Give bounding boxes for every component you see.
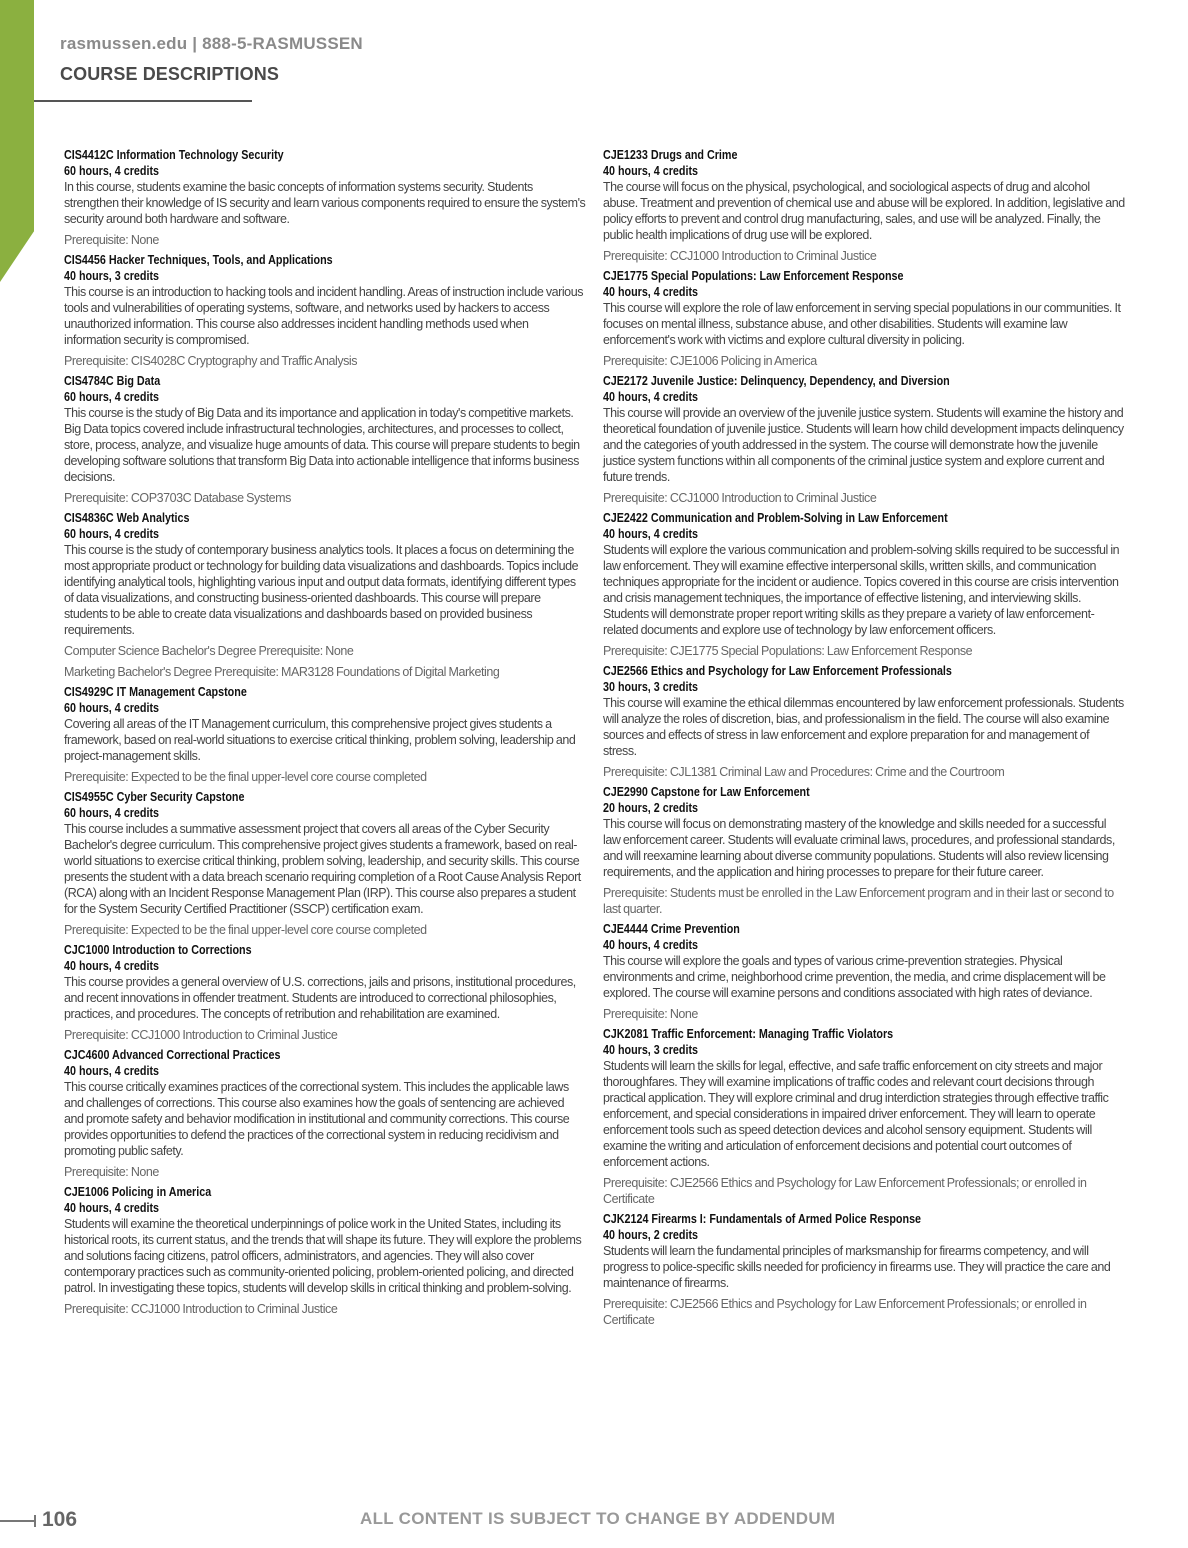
footer-tick	[34, 1515, 36, 1527]
course-prerequisite: Prerequisite: COP3703C Database Systems	[64, 491, 291, 505]
course-title: CJE2422 Communication and Problem-Solving in Law Enforcement	[603, 511, 948, 525]
course-hours: 40 hours, 4 credits	[64, 1201, 160, 1215]
course-description: In this course, students examine the basic concepts of information systems security. Students strengthen their knowledge of IS security and learn various components required to ensure the system's security around both hardware and software.	[64, 180, 586, 226]
course-hours: 60 hours, 4 credits	[64, 390, 160, 404]
course-description: This course will explore the role of law enforcement in serving special populations in our communities. It focuses on mental illness, substance abuse, and other disabilities. Students will examine law enforcement's work with victims and explore cultural diversity in policing.	[603, 301, 1121, 347]
course-entry	[603, 784, 1125, 917]
course-title: CIS4412C Information Technology Security	[64, 148, 284, 162]
course-entry	[64, 373, 586, 506]
right-column	[603, 147, 1125, 1332]
course-hours: 20 hours, 2 credits	[603, 801, 699, 815]
course-hours: 40 hours, 4 credits	[603, 527, 699, 541]
course-hours: 40 hours, 3 credits	[64, 269, 160, 283]
course-entry	[603, 1026, 1125, 1207]
course-title: CIS4784C Big Data	[64, 374, 161, 388]
course-title: CIS4456 Hacker Techniques, Tools, and Applications	[64, 253, 333, 267]
course-prerequisite: Prerequisite: CCJ1000 Introduction to Criminal Justice	[64, 1028, 338, 1042]
course-hours: 40 hours, 2 credits	[603, 1228, 699, 1242]
course-hours: 60 hours, 4 credits	[64, 527, 160, 541]
course-entry	[64, 147, 586, 248]
course-prerequisite: Prerequisite: None	[64, 1165, 159, 1179]
course-hours: 60 hours, 4 credits	[64, 806, 160, 820]
course-entry	[64, 942, 586, 1043]
course-title: CJE1006 Policing in America	[64, 1185, 212, 1199]
course-title: CJK2081 Traffic Enforcement: Managing Traffic Violators	[603, 1027, 894, 1041]
course-entry	[64, 1047, 586, 1180]
course-entry	[603, 510, 1125, 659]
course-entry	[603, 268, 1125, 369]
course-description: Students will learn the skills for legal, effective, and safe traffic enforcement on city streets and major thoroughfares. They will examine implications of traffic codes and relevant court decisions through practical application. They will explore criminal and drug interdiction strategies through effective traffic enforcement, and special considerations in impaired driver enforcement. They will learn to operate enforcement tools such as speed detection devices and alcohol sensory equipment. Students will examine the writing and articulation of enforcement decisions and potential court outcomes of enforcement actions.	[603, 1059, 1109, 1169]
course-prerequisite: Prerequisite: None	[64, 233, 159, 247]
course-title: CJE1233 Drugs and Crime	[603, 148, 738, 162]
course-prerequisite: Prerequisite: CJE1006 Policing in America	[603, 354, 817, 368]
course-description: This course is an introduction to hacking tools and incident handling. Areas of instruction include various tools and vulnerabilities of operating systems, software, and networks used by hackers to access unauthorized information. This course also addresses incident handling methods used when information security is compromised.	[64, 285, 583, 347]
course-prerequisite: Prerequisite: Expected to be the final upper-level core course completed	[64, 923, 427, 937]
course-description: This course critically examines practices of the correctional system. This includes the applicable laws and challenges of corrections. This course also examines how the goals of sentencing are achieved and promote safety and behavior modification in institutional and community corrections. This course provides opportunities to defend the practices of the correctional system in reducing recidivism and promoting public safety.	[64, 1080, 570, 1158]
course-description: This course is the study of contemporary business analytics tools. It places a focus on determining the most appropriate product or technology for building data visualizations and dashboards. Topics include identifying analytical tools, highlighting various input and output data formats, identifying different types of data visualizations, and constructing business-oriented dashboards. This course will prepare students to be able to create data visualizations and dashboards based on provided business requirements.	[64, 543, 579, 637]
course-prerequisite: Prerequisite: CJE1775 Special Populations: Law Enforcement Response	[603, 644, 973, 658]
course-title: CJC1000 Introduction to Corrections	[64, 943, 252, 957]
course-prerequisite: Prerequisite: CCJ1000 Introduction to Criminal Justice	[603, 491, 877, 505]
course-description: Students will learn the fundamental principles of marksmanship for firearms competency, and will progress to police-specific skills needed for proficiency in firearms use. They will practice the care and maintenance of firearms.	[603, 1244, 1111, 1290]
header-rule	[34, 100, 252, 102]
course-entry	[603, 373, 1125, 506]
course-prerequisite: Prerequisite: CCJ1000 Introduction to Criminal Justice	[64, 1302, 338, 1316]
green-accent-tab	[0, 0, 34, 282]
course-prerequisite: Prerequisite: Students must be enrolled in the Law Enforcement program and in their last or second to last quarter.	[603, 886, 1114, 916]
course-hours: 40 hours, 4 credits	[603, 390, 699, 404]
course-description: This course will explore the goals and types of various crime-prevention strategies. Physical environments and crime, neighborhood crime prevention, the media, and crime displacement will be explored. The course will examine persons and conditions associated with high rates of deviance.	[603, 954, 1106, 1000]
course-entry	[64, 510, 586, 680]
section-title: COURSE DESCRIPTIONS	[60, 64, 279, 84]
course-entry	[603, 1211, 1125, 1328]
course-hours: 40 hours, 4 credits	[603, 285, 699, 299]
course-description: This course is the study of Big Data and its importance and application in today's competitive markets. Big Data topics covered include infrastructural technologies, architectures, and processes to collect, store, process, analyze, and visualize huge amounts of data. This course will prepare students to begin developing software solutions that transform Big Data into actionable intelligence that informs business decisions.	[64, 406, 580, 484]
footer-notice: ALL CONTENT IS SUBJECT TO CHANGE BY ADDENDUM	[360, 1509, 836, 1528]
course-prerequisite: Prerequisite: CCJ1000 Introduction to Criminal Justice	[603, 249, 877, 263]
course-hours: 40 hours, 4 credits	[64, 959, 160, 973]
course-hours: 40 hours, 3 credits	[603, 1043, 699, 1057]
course-title: CJC4600 Advanced Correctional Practices	[64, 1048, 281, 1062]
course-title: CJE4444 Crime Prevention	[603, 922, 740, 936]
course-title: CIS4955C Cyber Security Capstone	[64, 790, 245, 804]
footer-rule	[0, 1520, 36, 1522]
course-prerequisite: Prerequisite: CIS4028C Cryptography and Traffic Analysis	[64, 354, 358, 368]
course-description: This course will examine the ethical dilemmas encountered by law enforcement professionals. Students will analyze the roles of discretion, bias, and professionalism in the field. The course will also examine sources and effects of stress in law enforcement and explore preparation for and management of stress.	[603, 696, 1124, 758]
course-title: CJK2124 Firearms I: Fundamentals of Armed Police Response	[603, 1212, 922, 1226]
course-entry	[64, 789, 586, 938]
course-entry	[64, 1184, 586, 1317]
course-prerequisite: Prerequisite: CJL1381 Criminal Law and Procedures: Crime and the Courtroom	[603, 765, 1005, 779]
course-entry	[603, 921, 1125, 1022]
page-number: 106	[42, 1508, 78, 1531]
course-entry	[603, 663, 1125, 780]
course-title: CJE2566 Ethics and Psychology for Law Enforcement Professionals	[603, 664, 952, 678]
course-prerequisite: Prerequisite: Expected to be the final upper-level core course completed	[64, 770, 427, 784]
course-hours: 40 hours, 4 credits	[603, 164, 699, 178]
course-description: This course provides a general overview of U.S. corrections, jails and prisons, institutional procedures, and recent innovations in offender treatment. Students are introduced to correctional philosophies, practices, and procedures. The concepts of retribution and rehabilitation are examined.	[64, 975, 576, 1021]
course-title: CJE2172 Juvenile Justice: Delinquency, Dependency, and Diversion	[603, 374, 950, 388]
course-hours: 60 hours, 4 credits	[64, 701, 160, 715]
course-description: This course will focus on demonstrating mastery of the knowledge and skills needed for a successful law enforcement career. Students will evaluate criminal laws, procedures, and professional standards, and will reexamine learning about diverse community populations. Students will also review licensing requirements, and the application and hiring processes to prepare for their future career.	[603, 817, 1115, 879]
course-description: The course will focus on the physical, psychological, and sociological aspects of drug and alcohol abuse. Treatment and prevention of chemical use and abuse will be explored. In addition, legislative and policy efforts to prevent and control drug manufacturing, sales, and use will be analyzed. Finally, the public health implications of drug use will be explored.	[603, 180, 1125, 242]
course-hours: 60 hours, 4 credits	[64, 164, 160, 178]
course-entry	[64, 684, 586, 785]
course-prerequisite: Prerequisite: None	[603, 1007, 698, 1021]
course-title: CJE1775 Special Populations: Law Enforcement Response	[603, 269, 904, 283]
course-entry	[64, 252, 586, 369]
course-entry	[603, 147, 1125, 264]
course-description: Students will explore the various communication and problem-solving skills required to be successful in law enforcement. They will examine effective interpersonal skills, written skills, and communication techniques appropriate for the incident or audience. Topics covered in this course are crisis intervention and crisis management techniques, the importance of effective listening, and interviewing skills. Students will demonstrate proper report writing skills as they prepare a variety of law enforcement-related documents and explore use of technology by law enforcement officers.	[603, 543, 1120, 637]
course-title: CIS4929C IT Management Capstone	[64, 685, 247, 699]
course-prerequisite: Prerequisite: CJE2566 Ethics and Psychology for Law Enforcement Professionals; or enrolled in Certificate	[603, 1176, 1087, 1206]
course-prerequisite: Computer Science Bachelor's Degree Prerequisite: None	[64, 644, 354, 658]
left-column	[64, 147, 586, 1321]
course-description: Students will examine the theoretical underpinnings of police work in the United States, including its historical roots, its current status, and the trends that will shape its future. They will explore the problems and solutions facing citizens, patrol officers, administrators, and agencies. They will also cover contemporary practices such as community-oriented policing, problem-oriented policing, and directed patrol. In investigating these topics, students will develop skills in critical thinking and problem-solving.	[64, 1217, 582, 1295]
course-title: CJE2990 Capstone for Law Enforcement	[603, 785, 810, 799]
course-hours: 40 hours, 4 credits	[603, 938, 699, 952]
course-prerequisite: Marketing Bachelor's Degree Prerequisite: MAR3128 Foundations of Digital Marketing	[64, 665, 500, 679]
course-description: This course will provide an overview of the juvenile justice system. Students will examine the history and theoretical foundation of juvenile justice. Students will learn how child development impacts delinquency and the categories of youth addressed in the system. The course will demonstrate how the juvenile justice system functions within all components of the criminal justice system and explore current and future trends.	[603, 406, 1124, 484]
course-prerequisite: Prerequisite: CJE2566 Ethics and Psychology for Law Enforcement Professionals; or enrolled in Certificate	[603, 1297, 1087, 1327]
course-description: Covering all areas of the IT Management curriculum, this comprehensive project gives students a framework, based on real-world situations to exercise critical thinking, problem solving, leadership and project-management skills.	[64, 717, 576, 763]
site-contact: rasmussen.edu | 888-5-RASMUSSEN	[60, 34, 363, 53]
course-description: This course includes a summative assessment project that covers all areas of the Cyber Security Bachelor's degree curriculum. This comprehensive project gives students a framework, based on real-world situations to exercise critical thinking, problem solving, leadership, and security skills. This course presents the student with a data breach scenario requiring completion of a Root Cause Analysis Report (RCA) along with an Incident Response Management Plan (IRP). This course also prepares a student for the System Security Certified Practitioner (SSCP) certification exam.	[64, 822, 581, 916]
course-title: CIS4836C Web Analytics	[64, 511, 190, 525]
course-hours: 40 hours, 4 credits	[64, 1064, 160, 1078]
course-hours: 30 hours, 3 credits	[603, 680, 699, 694]
